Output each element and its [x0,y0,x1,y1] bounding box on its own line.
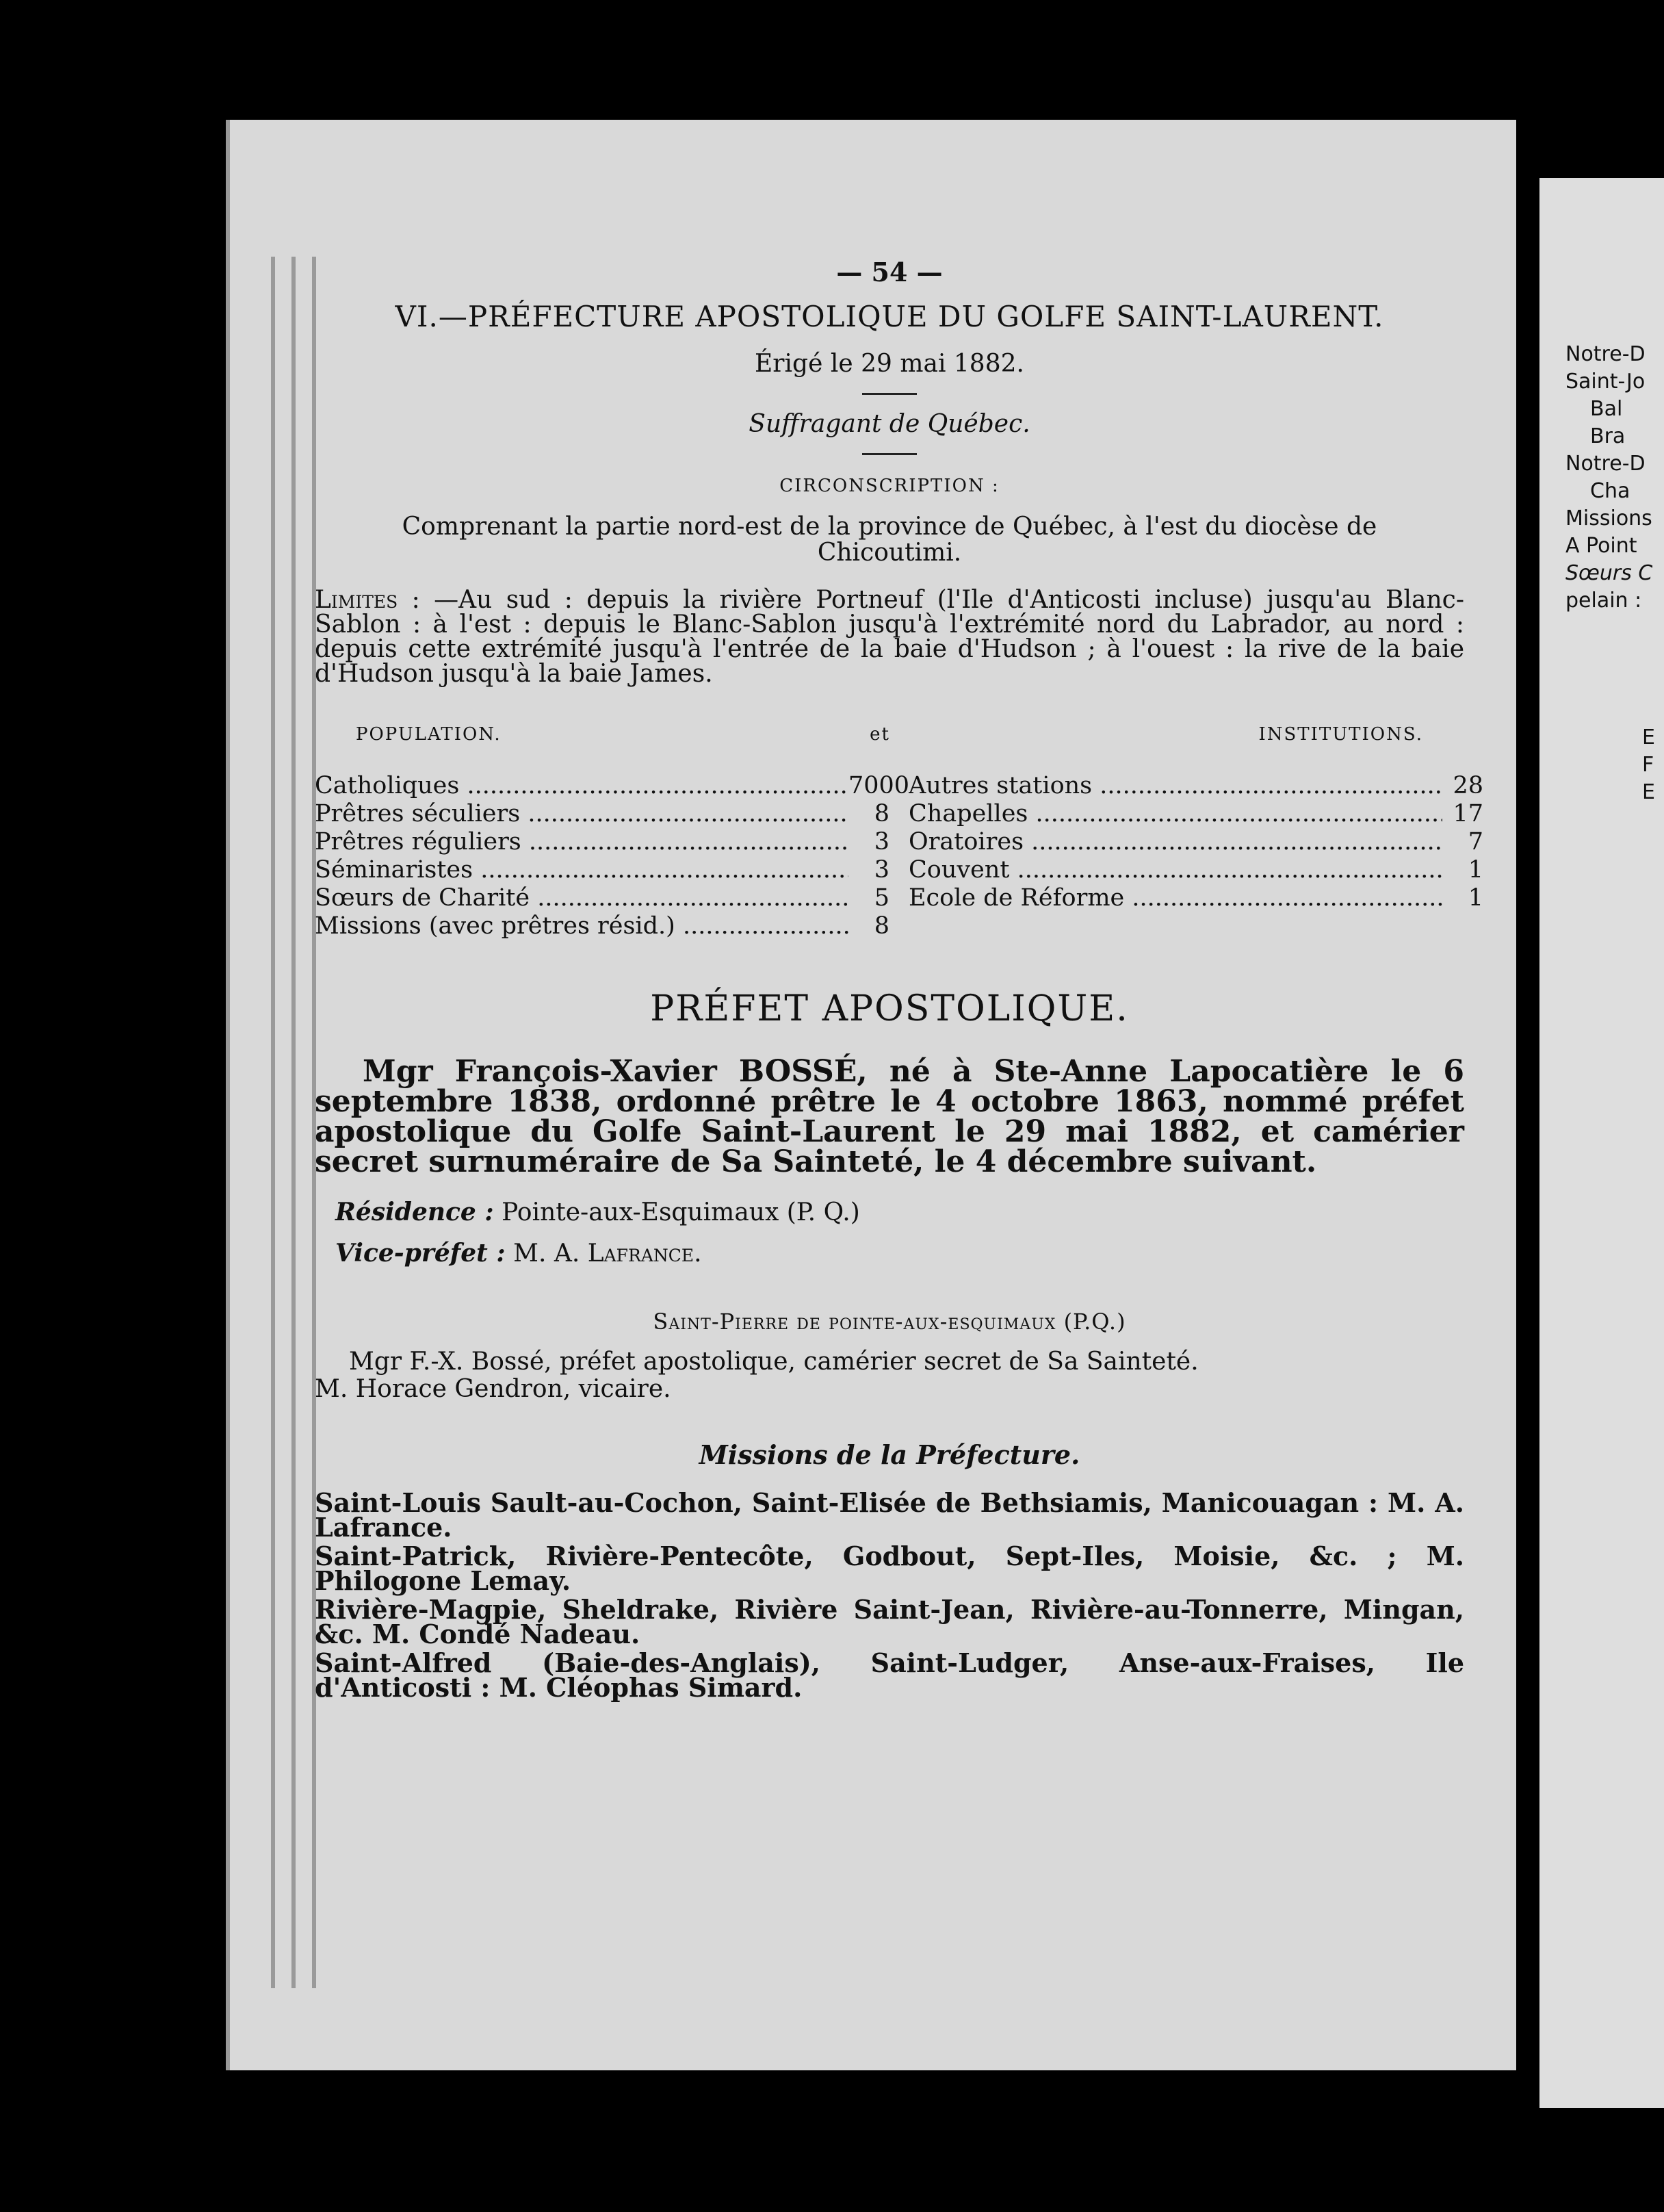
row-label: Sœurs de Charité ..... [315,884,848,912]
row-value: 5 [874,884,889,912]
row-value: 1 [1468,884,1483,912]
section-title: VI.—PRÉFECTURE APOSTOLIQUE DU GOLFE SAINT-LAURENT. [395,300,1384,333]
row-value: 8 [874,800,889,827]
mission-item: Rivière-Magpie, Sheldrake, Rivière Saint-Jean, Rivière-au-Tonnerre, Mingan, &c. M. Condé Nadeau. [315,1594,1464,1649]
vice-prefet-line [315,1239,1464,1268]
right-page-fragment: F [1642,753,1654,777]
row-value: 1 [1468,856,1483,884]
circonscription-text: Comprenant la partie nord-est de la province de Québec, à l'est du diocèse de Chicoutimi. [402,513,1377,567]
population-header [315,724,1464,745]
row-value: 3 [874,828,889,856]
staff-line: Mgr F.-X. Bossé, préfet apostolique, camérier secret de Sa Sainteté. [349,1348,1199,1376]
table-row [315,772,910,800]
divider [862,453,917,455]
row-value: 7000 [848,772,910,799]
table-row [315,800,889,828]
row-value: 17 [1453,800,1483,827]
right-page-fragment: Notre-D [1565,452,1646,476]
table-row [909,828,1483,856]
right-page [1539,178,1664,2108]
mission-item: Saint-Alfred (Baie-des-Anglais), Saint-Ludger, Anse-aux-Fraises, Ile d'Anticosti : M. Cléophas Simard. [315,1647,1464,1703]
row-value: 3 [874,856,889,884]
right-page-fragment: Bra [1590,424,1626,448]
right-page-fragment: Bal [1590,397,1623,421]
right-page-fragment: Missions [1565,506,1652,530]
table-row [909,884,1483,912]
table-row [909,800,1483,828]
table-row [315,856,889,884]
missions-heading: Missions de la Préfecture. [699,1439,1080,1470]
row-label: Autres stations ..... [909,772,1442,800]
right-page-fragment: E [1642,780,1655,804]
row-label: Prêtres séculiers ..... [315,800,848,828]
row-value: 28 [1453,772,1483,799]
right-page-fragment: Sœurs C [1565,561,1653,585]
right-page-fragment: A Point [1565,534,1637,558]
right-page-fragment: E [1642,725,1655,749]
row-value: 7 [1468,828,1483,856]
residence-line [315,1198,1464,1226]
et-label: et [870,724,890,745]
limites-paragraph [315,588,1464,686]
staff-line: M. Horace Gendron, vicaire. [315,1375,671,1403]
row-label: Prêtres réguliers ..... [315,828,848,856]
statistics-table [315,772,1483,940]
row-label: Missions (avec prêtres résid.) ..... [315,912,848,940]
biography: Mgr François-Xavier BOSSÉ, né à Ste-Anne Lapocatière le 6 septembre 1838, ordonné prêtre le 4 octobre 1863, nommé préfet apostolique du Golfe Saint-Laurent le 29 mai 1882, et camérier secret surnuméraire de Sa Sainteté, le 4 décembre suivant. [315,1054,1464,1179]
limites-text: —Au sud : depuis la rivière Portneuf (l'Ile d'Anticosti incluse) jusqu'au Blanc-Sablon : à l'est : depuis le Blanc-Sablon jusqu'à l'extrémité nord du Labrador, au nord : depuis cette extrémité jusqu'à l'entrée de la baie d'Hudson ; à l'ouest : la rive de la baie d'Hudson jusqu'à la baie James. [315,586,1464,688]
circonscription-heading: CIRCONSCRIPTION : [779,476,1000,496]
right-page-fragment: Cha [1590,479,1630,503]
page-content [315,257,1483,1703]
institutions-column [909,772,1483,940]
right-page-fragment: Notre-D [1565,342,1646,366]
parish-heading: Saint-Pierre de pointe-aux-esquimaux (P.Q.) [653,1309,1126,1335]
right-page-fragment: Saint-Jo [1565,370,1646,394]
row-label: Chapelles ..... [909,800,1442,828]
population-heading: POPULATION. [356,724,502,745]
residence-label: Résidence : [335,1198,494,1226]
prefet-heading: PRÉFET APOSTOLIQUE. [650,988,1129,1029]
table-row [315,828,889,856]
mission-item: Saint-Patrick, Rivière-Pentecôte, Godbout, Sept-Iles, Moisie, &c. ; M. Philogone Lemay. [315,1541,1464,1596]
row-value: 8 [874,912,889,940]
institutions-heading: INSTITUTIONS. [1258,724,1423,745]
erected-date: Érigé le 29 mai 1882. [755,350,1024,378]
residence-value: Pointe-aux-Esquimaux (P. Q.) [502,1198,860,1226]
row-label: Catholiques ..... [315,772,848,800]
table-row [315,884,889,912]
table-row [315,912,889,940]
right-page-fragment: pelain : [1565,589,1642,613]
row-label: Séminaristes ..... [315,856,848,884]
table-row [909,772,1483,800]
table-row [909,856,1483,884]
population-column [315,772,910,940]
vice-prefet-label: Vice-préfet : [335,1239,506,1268]
suffragant: Suffragant de Québec. [749,410,1030,438]
page-edge [271,257,275,1988]
mission-item: Saint-Louis Sault-au-Cochon, Saint-Elisée de Bethsiamis, Manicouagan : M. A. Lafrance. [315,1487,1464,1543]
divider [862,393,917,395]
row-label: Oratoires ..... [909,828,1442,856]
vice-prefet-value: M. A. Lafrance. [513,1239,702,1268]
page-edge [291,257,296,1988]
page-number: — 54 — [836,257,943,287]
row-label: Couvent ..... [909,856,1442,884]
limites-label: Limites : [315,586,420,614]
row-label: Ecole de Réforme ..... [909,884,1442,912]
